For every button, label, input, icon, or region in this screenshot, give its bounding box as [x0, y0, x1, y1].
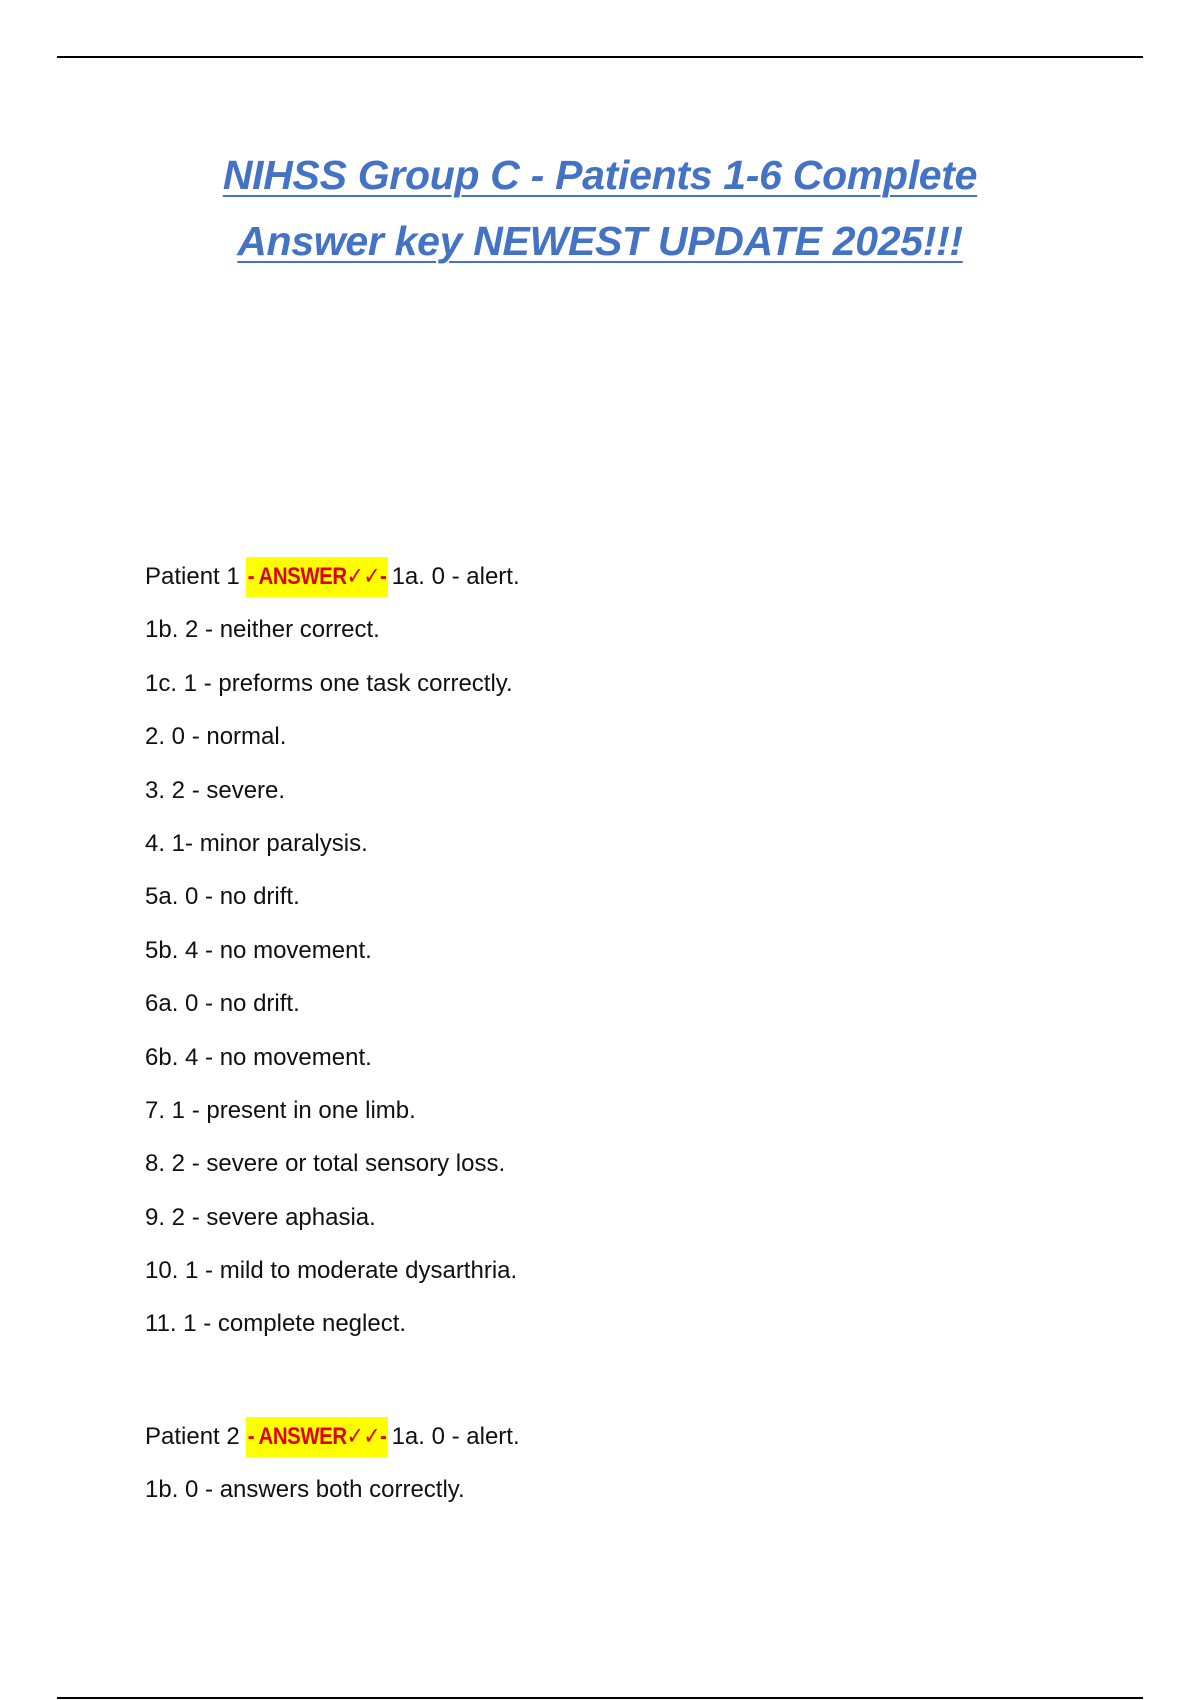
footer-rule [57, 1697, 1143, 1699]
answer-item: 5b. 4 - no movement. [145, 936, 372, 964]
title-line-1: NIHSS Group C - Patients 1-6 Complete [222, 152, 978, 198]
answer-item: 4. 1- minor paralysis. [145, 829, 368, 857]
answer-first-item: 1a. 0 - alert. [391, 1422, 520, 1450]
answer-item: 11. 1 - complete neglect. [145, 1310, 407, 1338]
patient-1-heading [145, 550, 1145, 603]
answer-tag: - ANSWER✓✓- [246, 557, 388, 597]
answer-item: 7. 1 - present in one limb. [145, 1096, 416, 1124]
answer-item: 2. 0 - normal. [145, 723, 287, 751]
answer-item: 6b. 4 - no movement. [145, 1043, 372, 1071]
answer-item: 5a. 0 - no drift. [145, 883, 300, 911]
section-spacer [145, 1351, 1145, 1410]
answer-item: 8. 2 - severe or total sensory loss. [145, 1150, 506, 1178]
answer-item: 1b. 0 - answers both correctly. [145, 1476, 465, 1504]
answer-item: 3. 2 - severe. [145, 776, 286, 804]
patient-label: Patient 2 [145, 1422, 240, 1450]
patient-2-heading [145, 1410, 1145, 1463]
answer-content [145, 550, 1145, 1517]
answer-item: 6a. 0 - no drift. [145, 990, 300, 1018]
answer-item: 1c. 1 - preforms one task correctly. [145, 669, 513, 697]
answer-tag: - ANSWER✓✓- [246, 1417, 388, 1457]
title-line-2: Answer key NEWEST UPDATE 2025!!! [237, 218, 963, 264]
header-rule [57, 56, 1143, 58]
patient-label: Patient 1 [145, 563, 240, 590]
document-title [0, 142, 1200, 274]
answer-item: 9. 2 - severe aphasia. [145, 1203, 376, 1231]
answer-first-item: 1a. 0 - alert. [391, 563, 520, 590]
answer-item: 10. 1 - mild to moderate dysarthria. [145, 1257, 518, 1285]
answer-item: 1b. 2 - neither correct. [145, 616, 380, 644]
